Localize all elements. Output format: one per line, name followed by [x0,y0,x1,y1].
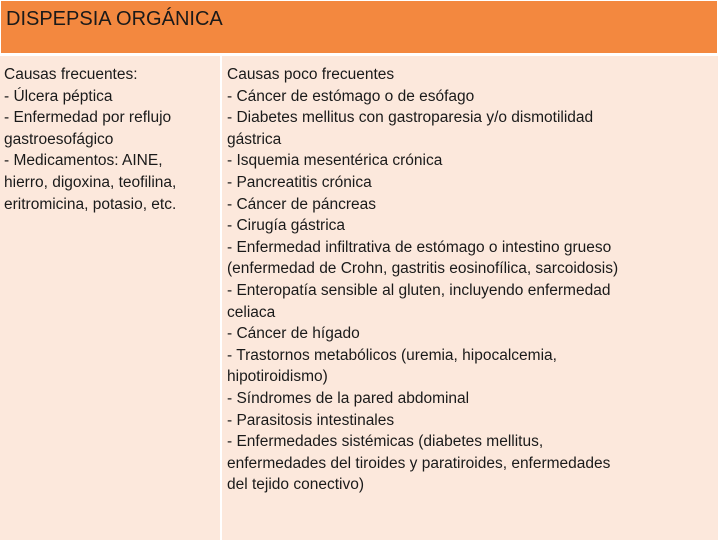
table-header [0,0,718,54]
text-line: - Enfermedades sistémicas (diabetes mellitus, [227,433,544,451]
frequent-causes-cell [0,56,220,540]
text-line: hipotiroidismo) [227,368,328,386]
text-line: - Cáncer de páncreas [227,195,377,213]
text-line: - Pancreatitis crónica [227,173,372,191]
text-line: - Medicamentos: AINE, [4,152,163,170]
frequent-causes-list [4,64,218,215]
text-line: hierro, digoxina, teofilina, [4,173,177,191]
text-line: (enfermedad de Crohn, gastritis eosinofílica, sarcoidosis) [227,260,619,278]
text-line: - Trastornos metabólicos (uremia, hipocalcemia, [227,346,557,364]
text-line: - Síndromes de la pared abdominal [227,389,470,407]
text-line: - Cáncer de hígado [227,325,360,343]
text-line: eritromicina, potasio, etc. [4,195,177,213]
text-line: Causas poco frecuentes [227,66,395,83]
text-line: gastroesofágico [4,130,114,148]
text-line: gástrica [227,130,282,148]
text-line: del tejido conectivo) [227,476,364,494]
infrequent-causes-list [227,64,715,496]
text-line: - Diabetes mellitus con gastroparesia y/o dismotilidad [227,109,594,127]
text-line: - Úlcera péptica [4,87,113,105]
page-title: DISPEPSIA ORGÁNICA [6,8,223,30]
text-line: enfermedades del tiroides y paratiroides, enfermedades [227,454,611,472]
text-line: - Enteropatía sensible al gluten, incluyendo enfermedad [227,281,611,299]
text-line: - Enfermedad infiltrativa de estómago o intestino grueso [227,238,612,256]
text-line: - Cáncer de estómago o de esófago [227,87,475,105]
text-line: - Enfermedad por reflujo [4,109,172,127]
text-line: celiaca [227,303,276,321]
infrequent-causes-cell [222,56,718,540]
text-line: - Parasitosis intestinales [227,411,395,429]
text-line: - Isquemia mesentérica crónica [227,152,443,170]
text-line: - Cirugía gástrica [227,217,346,235]
text-line: Causas frecuentes: [4,66,138,83]
